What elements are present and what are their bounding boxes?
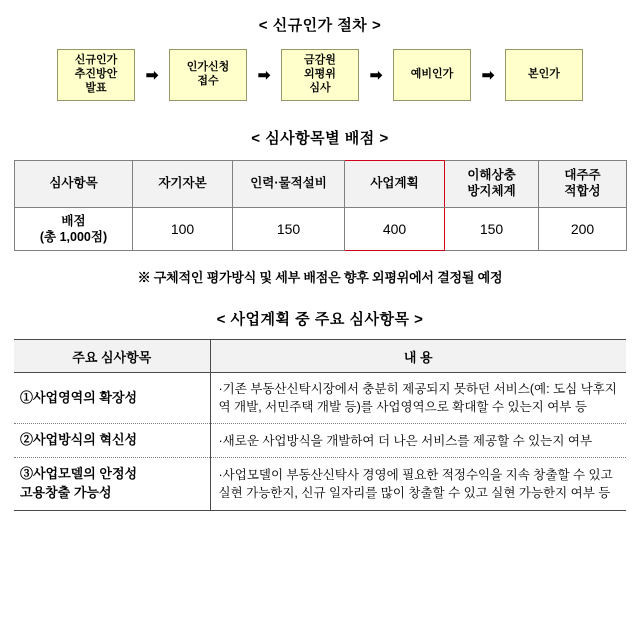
detail-item-2: ②사업방식의 혁신성 — [14, 424, 210, 458]
detail-item-1: ①사업영역의 확장성 — [14, 373, 210, 424]
flow-arrow-4-icon: ➡ — [481, 67, 495, 84]
score-value-conflict: 150 — [445, 208, 539, 251]
flow-section-title: < 신규인가 절차 > — [258, 17, 382, 34]
detail-table-header-row — [14, 340, 626, 373]
score-header-resources: 인력·물적설비 — [233, 161, 345, 208]
table-row — [14, 458, 626, 511]
detail-content-1: ·기존 부동산신탁시장에서 충분히 제공되지 못하던 서비스(예: 도심 낙후지역 개발, 서민주택 개발 등)를 사업영역으로 확대할 수 있는지 여부 등 — [210, 373, 626, 424]
score-header-shareholder: 대주주 적합성 — [539, 161, 627, 208]
detail-content-2: ·새로운 사업방식을 개발하여 더 나은 서비스를 제공할 수 있는지 여부 — [210, 424, 626, 458]
detail-header-item: 주요 심사항목 — [14, 340, 210, 373]
flow-step-4-label: 예비인가 — [410, 68, 454, 81]
flow-step-3 — [281, 49, 359, 101]
flow-step-2 — [169, 49, 247, 101]
detail-content-3: ·사업모델이 부동산신탁사 경영에 필요한 적정수익을 지속 창출할 수 있고 실현 가능한지, 신규 일자리를 많이 창출할 수 있고 실현 가능한지 여부 등 — [210, 458, 626, 511]
table-row — [14, 424, 626, 458]
table-row — [14, 373, 626, 424]
score-section-title: < 심사항목별 배점 > — [251, 130, 389, 147]
flow-step-1 — [57, 49, 135, 101]
detail-item-3: ③사업모델의 안정성 고용창출 가능성 — [14, 458, 210, 511]
score-value-resources: 150 — [233, 208, 345, 251]
flow-step-2-label: 인가신청 접수 — [186, 61, 230, 87]
score-value-business-plan: 400 — [345, 208, 445, 251]
score-value-shareholder: 200 — [539, 208, 627, 251]
score-table — [14, 160, 627, 251]
flow-arrow-1-icon: ➡ — [145, 67, 159, 84]
score-header-conflict: 이해상충 방지체계 — [445, 161, 539, 208]
approval-flow-diagram — [14, 49, 626, 101]
score-table-header-row — [15, 161, 627, 208]
flow-step-5-label: 본인가 — [528, 68, 560, 81]
flow-step-1-label: 신규인가 추진방안 발표 — [74, 54, 118, 94]
score-table-note: ※ 구체적인 평가방식 및 세부 배점은 향후 외평위에서 결정될 예정 — [137, 270, 503, 285]
document-page — [0, 14, 640, 620]
flow-step-4 — [393, 49, 471, 101]
score-table-row — [15, 208, 627, 251]
detail-section-title: < 사업계획 중 주요 심사항목 > — [216, 311, 424, 328]
flow-step-3-label: 금감원 외평위 심사 — [304, 54, 336, 94]
detail-table — [14, 339, 626, 511]
score-header-capital: 자기자본 — [133, 161, 233, 208]
flow-arrow-3-icon: ➡ — [369, 67, 383, 84]
score-row-label: 배점 (총 1,000점) — [15, 208, 133, 251]
score-value-capital: 100 — [133, 208, 233, 251]
detail-header-content: 내 용 — [210, 340, 626, 373]
flow-step-5 — [505, 49, 583, 101]
flow-arrow-2-icon: ➡ — [257, 67, 271, 84]
score-header-category: 심사항목 — [15, 161, 133, 208]
score-header-business-plan: 사업계획 — [345, 161, 445, 208]
